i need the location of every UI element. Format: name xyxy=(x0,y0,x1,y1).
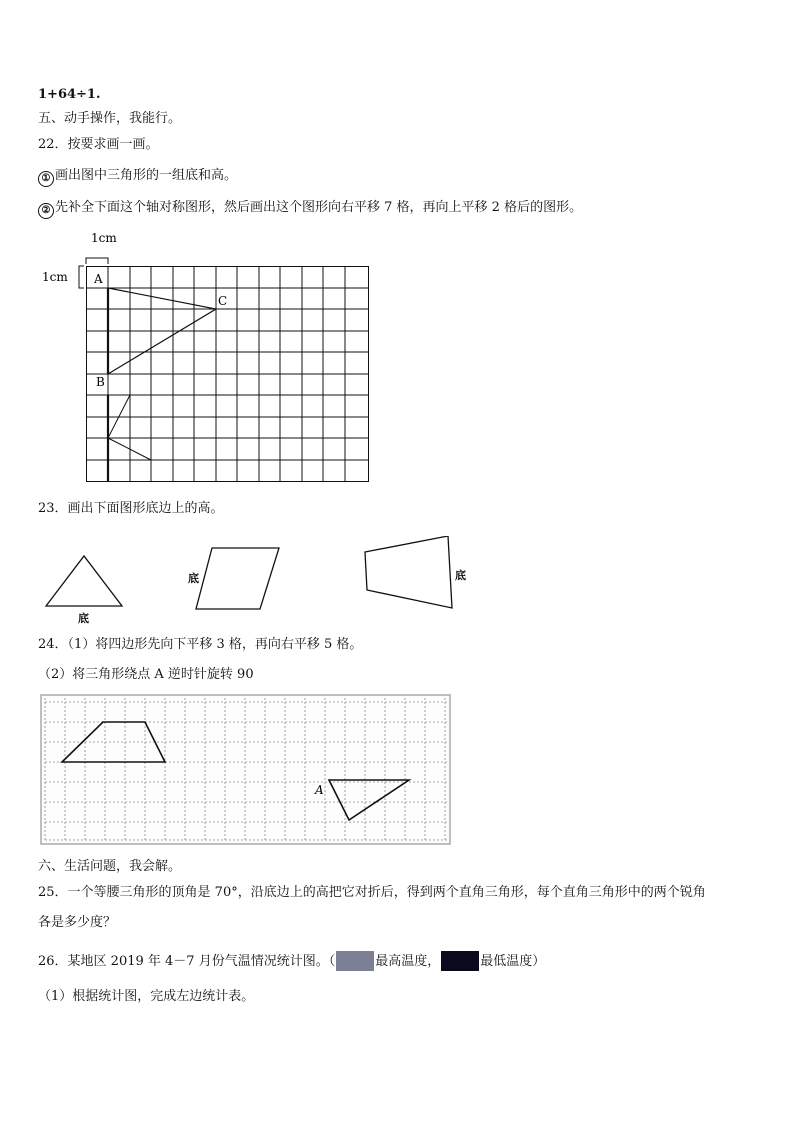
unit-label-y: 1cm xyxy=(42,270,68,284)
unit-bracket-x xyxy=(86,258,108,264)
q22-grid-figure xyxy=(36,226,376,488)
triangle-base-label: 底 xyxy=(78,612,89,624)
low-temp-swatch xyxy=(441,951,479,971)
q26-title xyxy=(38,951,545,971)
parallelogram-shape xyxy=(196,548,279,609)
point-b: B xyxy=(96,375,105,389)
high-temp-swatch xyxy=(336,951,374,971)
calc-line: 1+64÷1. xyxy=(38,87,101,102)
q26-title-text: 26．某地区 2019 年 4－7 月份气温情况统计图。（ xyxy=(38,954,336,969)
trapezoid-base-label: 底 xyxy=(455,569,466,582)
point-a-q24: A xyxy=(315,783,324,797)
q24-grid-figure xyxy=(40,694,452,846)
q22-part1-text: 画出图中三角形的一组底和高。 xyxy=(55,168,238,183)
point-a: A xyxy=(94,272,103,286)
q22-title: 22．按要求画一画。 xyxy=(38,137,159,152)
q24-part2: （2）将三角形绕点 A 逆时针旋转 90 xyxy=(38,667,254,682)
parallelogram-base-label: 底 xyxy=(188,572,199,585)
q22-grid xyxy=(86,266,369,482)
point-c: C xyxy=(218,294,228,308)
circled-1: ① xyxy=(38,171,54,187)
q25-line1: 25．一个等腰三角形的顶角是 70°，沿底边上的高把它对折后，得到两个直角三角形，每个直角三角形中的两个锐角 xyxy=(38,885,706,900)
low-temp-label: 最低温度） xyxy=(480,954,546,969)
circled-2: ② xyxy=(38,203,54,219)
triangle-shape xyxy=(46,556,122,606)
section-5-heading: 五、动手操作，我能行。 xyxy=(38,111,182,126)
q26-part1: （1）根据统计图，完成左边统计表。 xyxy=(38,989,255,1004)
q22-part2 xyxy=(38,199,582,219)
q25-line2: 各是多少度？ xyxy=(38,915,117,930)
section-6-heading: 六、生活问题，我会解。 xyxy=(38,859,182,874)
unit-label-x: 1cm xyxy=(91,231,117,245)
high-temp-label: 最高温度， xyxy=(375,954,441,969)
q23-title: 23．画出下面图形底边上的高。 xyxy=(38,501,224,516)
q23-shapes xyxy=(36,536,486,624)
q24-part1: 24．（1）将四边形先向下平移 3 格，再向右平移 5 格。 xyxy=(38,637,363,652)
q22-part1 xyxy=(38,167,237,187)
unit-bracket-y xyxy=(79,266,84,288)
q22-part2-text: 先补全下面这个轴对称图形，然后画出这个图形向右平移 7 格，再向上平移 2 格后的图形。 xyxy=(55,200,583,215)
trapezoid-shape xyxy=(365,536,452,608)
